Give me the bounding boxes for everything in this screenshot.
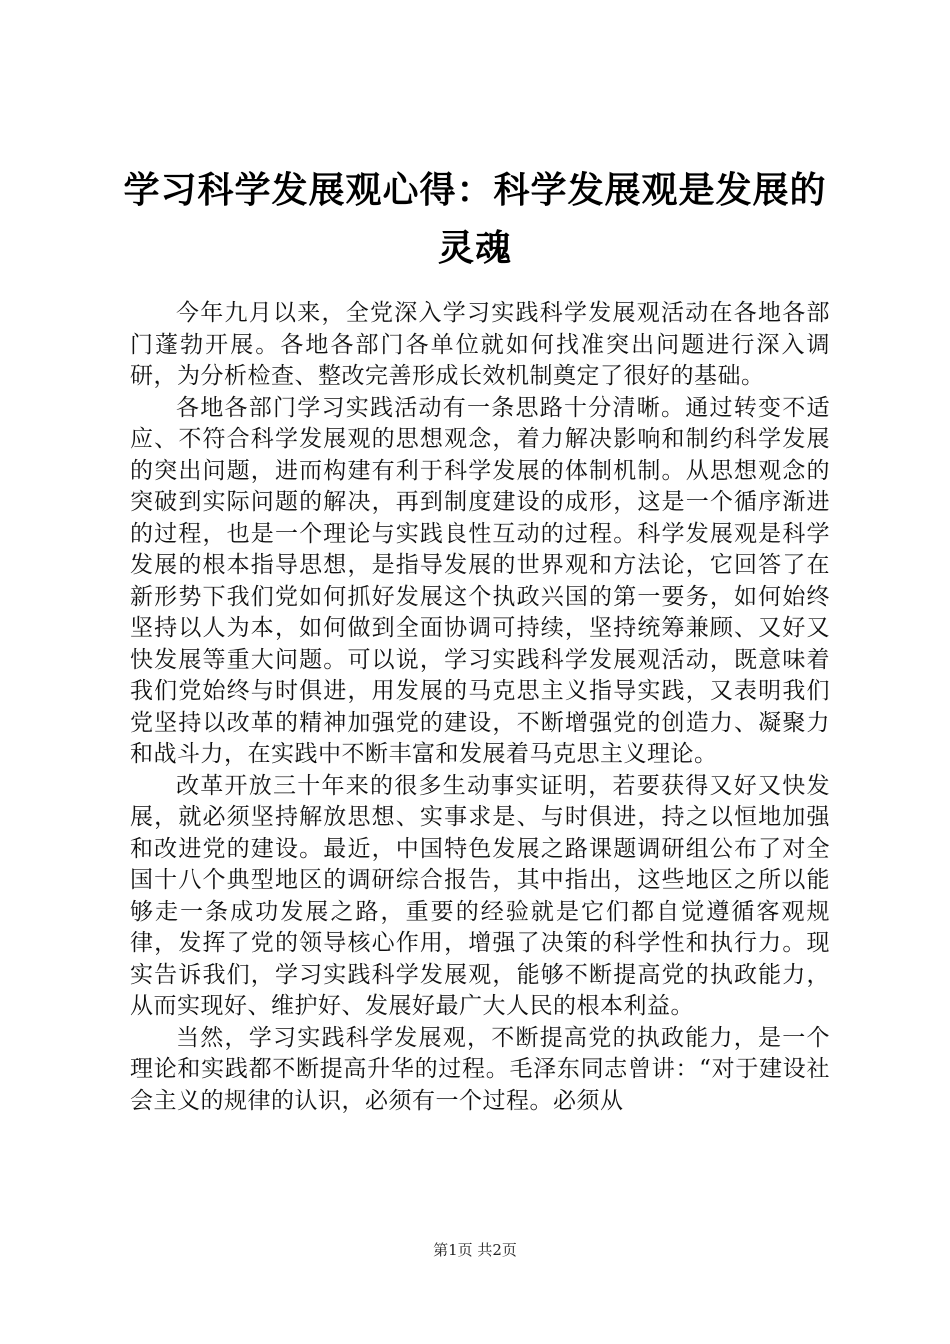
document-title: 学习科学发展观心得：科学发展观是发展的灵魂 xyxy=(123,170,827,269)
paragraph: 各地各部门学习实践活动有一条思路十分清晰。通过转变不适应、不符合科学发展观的思想观念，着力解决影响和制约科学发展的突出问题，进而构建有利于科学发展的体制机制。从思想观念的突破到实际问题的解决，再到制度建设的成形，这是一个循序渐进的过程，也是一个理论与实践良性互动的过程。科学发展观是科学发展的根本指导思想，是指导发展的世界观和方法论，它回答了在新形势下我们党如何抓好发展这个执政兴国的第一要务，如何始终坚持以人为本，如何做到全面协调可持续，坚持统筹兼顾、又好又快发展等重大问题。可以说，学习实践科学发展观活动，既意味着我们党始终与时俱进，用发展的马克思主义指导实践，又表明我们党坚持以改革的精神加强党的建设，不断增强党的创造力、凝聚力和战斗力，在实践中不断丰富和发展着马克思主义理论。 xyxy=(130,394,830,767)
paragraph: 改革开放三十年来的很多生动事实证明，若要获得又好又快发展，就必须坚持解放思想、实事求是、与时俱进，持之以恒地加强和改进党的建设。最近，中国特色发展之路课题调研组公布了对全国十八个典型地区的调研综合报告，其中指出，这些地区之所以能够走一条成功发展之路，重要的经验就是它们都自觉遵循客观规律，发挥了党的领导核心作用，增强了决策的科学性和执行力。现实告诉我们，学习实践科学发展观，能够不断提高党的执政能力，从而实现好、维护好、发展好最广大人民的根本利益。 xyxy=(130,772,830,1019)
paragraph: 当然，学习实践科学发展观，不断提高党的执政能力，是一个理论和实践都不断提高升华的过程。毛泽东同志曾讲：“对于建设社会主义的规律的认识，必须有一个过程。必须从 xyxy=(130,1024,830,1114)
document-body xyxy=(130,298,830,1117)
page-number-footer: 第1页 共2页 xyxy=(433,1241,517,1259)
paragraph: 今年九月以来，全党深入学习实践科学发展观活动在各地各部门蓬勃开展。各地各部门各单位就如何找准突出问题进行深入调研，为分析检查、整改完善形成长效机制奠定了很好的基础。 xyxy=(130,300,830,389)
